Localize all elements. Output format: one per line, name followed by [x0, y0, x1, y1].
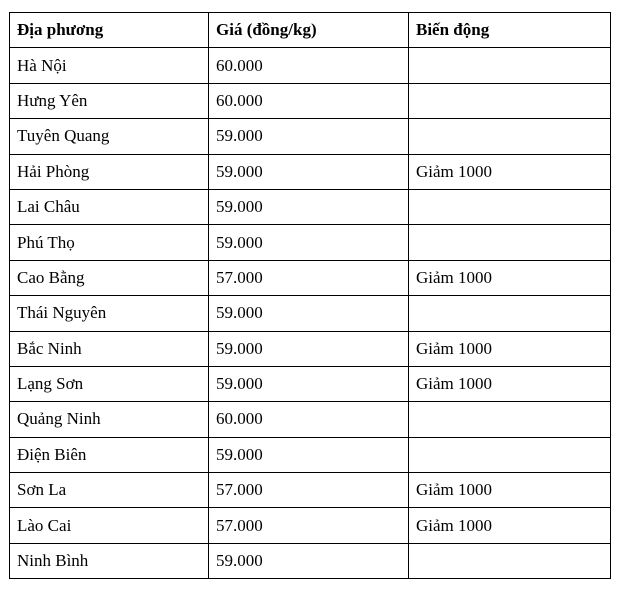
cell-region: Ninh Bình [10, 543, 209, 578]
header-price: Giá (đồng/kg) [209, 13, 409, 48]
cell-region: Bắc Ninh [10, 331, 209, 366]
cell-price: 60.000 [209, 402, 409, 437]
cell-price: 59.000 [209, 154, 409, 189]
cell-change: Giảm 1000 [409, 473, 611, 508]
cell-region: Tuyên Quang [10, 119, 209, 154]
table-row [10, 473, 611, 508]
table-row [10, 119, 611, 154]
cell-change: Giảm 1000 [409, 154, 611, 189]
cell-change: Giảm 1000 [409, 260, 611, 295]
cell-region: Hà Nội [10, 48, 209, 83]
cell-price: 57.000 [209, 473, 409, 508]
cell-region: Sơn La [10, 473, 209, 508]
cell-region: Lào Cai [10, 508, 209, 543]
cell-change [409, 83, 611, 118]
cell-change: Giảm 1000 [409, 331, 611, 366]
table-row [10, 48, 611, 83]
table-body [10, 48, 611, 579]
table-row [10, 402, 611, 437]
cell-change [409, 543, 611, 578]
price-table [9, 12, 611, 579]
table-row [10, 296, 611, 331]
header-change: Biến động [409, 13, 611, 48]
cell-region: Hưng Yên [10, 83, 209, 118]
cell-change [409, 402, 611, 437]
cell-change: Giảm 1000 [409, 366, 611, 401]
cell-region: Hải Phòng [10, 154, 209, 189]
header-region: Địa phương [10, 13, 209, 48]
header-row [10, 13, 611, 48]
cell-region: Lạng Sơn [10, 366, 209, 401]
cell-price: 59.000 [209, 437, 409, 472]
table-row [10, 508, 611, 543]
cell-region: Lai Châu [10, 189, 209, 224]
cell-price: 57.000 [209, 508, 409, 543]
cell-region: Quảng Ninh [10, 402, 209, 437]
table-row [10, 260, 611, 295]
cell-price: 57.000 [209, 260, 409, 295]
table-header [10, 13, 611, 48]
table-row [10, 543, 611, 578]
cell-change [409, 437, 611, 472]
table-row [10, 225, 611, 260]
table-row [10, 189, 611, 224]
cell-price: 59.000 [209, 189, 409, 224]
cell-region: Thái Nguyên [10, 296, 209, 331]
cell-price: 60.000 [209, 48, 409, 83]
cell-change [409, 225, 611, 260]
table-row [10, 83, 611, 118]
cell-change [409, 48, 611, 83]
cell-change [409, 296, 611, 331]
table-row [10, 437, 611, 472]
cell-price: 59.000 [209, 119, 409, 154]
cell-change [409, 189, 611, 224]
cell-price: 60.000 [209, 83, 409, 118]
table-row [10, 331, 611, 366]
cell-price: 59.000 [209, 543, 409, 578]
cell-region: Phú Thọ [10, 225, 209, 260]
cell-region: Điện Biên [10, 437, 209, 472]
cell-price: 59.000 [209, 225, 409, 260]
cell-price: 59.000 [209, 366, 409, 401]
cell-change: Giảm 1000 [409, 508, 611, 543]
cell-price: 59.000 [209, 331, 409, 366]
cell-region: Cao Bằng [10, 260, 209, 295]
cell-price: 59.000 [209, 296, 409, 331]
cell-change [409, 119, 611, 154]
table-row [10, 366, 611, 401]
table-row [10, 154, 611, 189]
